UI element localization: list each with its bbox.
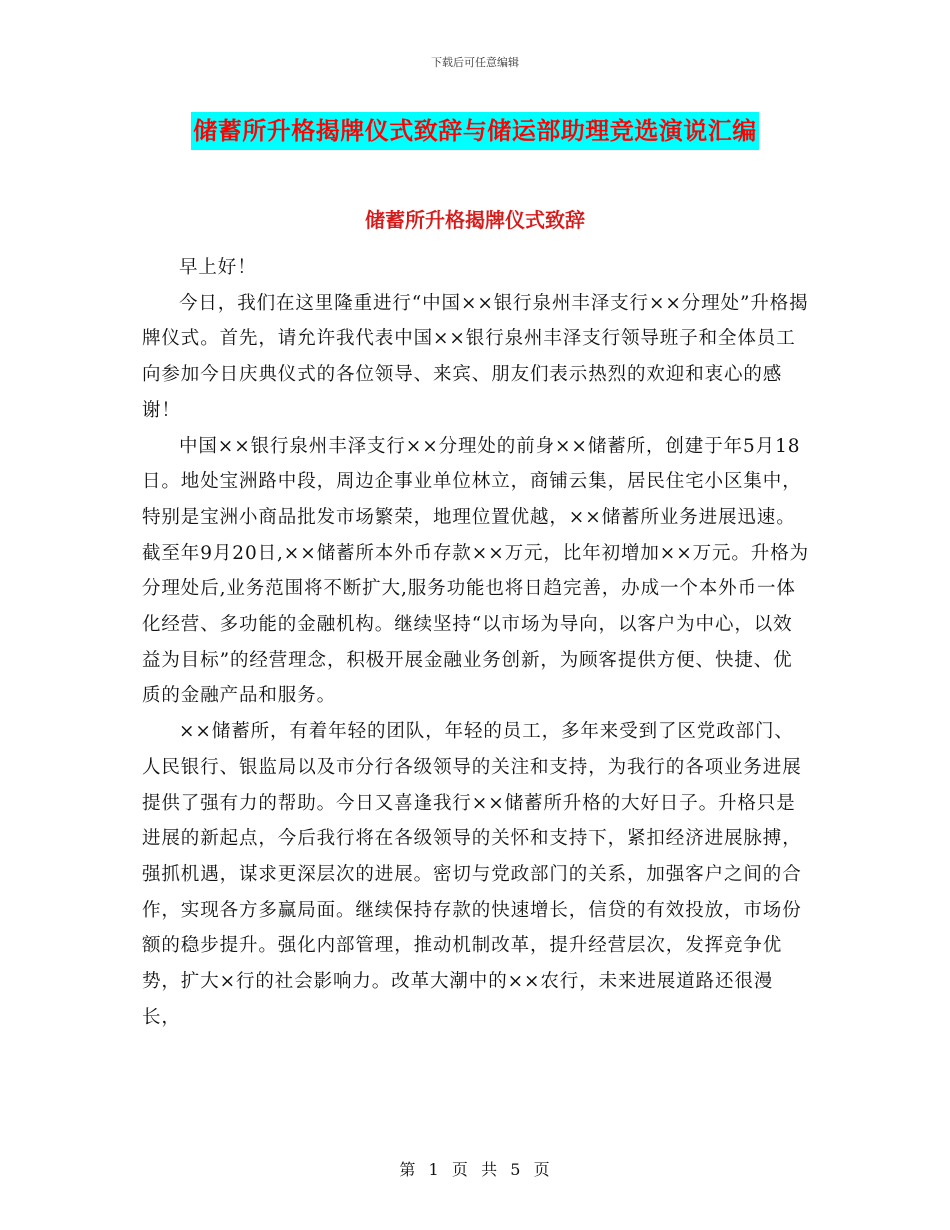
document-body [142, 250, 810, 1035]
paragraph-greeting: 早上好！ [179, 257, 257, 278]
page-number [0, 1157, 950, 1180]
header-note: 下载后可任意编辑 [431, 56, 519, 69]
document-title [0, 112, 950, 150]
document-title-text: 储蓄所升格揭牌仪式致辞与储运部助理竞选演说汇编 [191, 112, 759, 150]
paragraph: ××储蓄所，有着年轻的团队，年轻的员工，多年来受到了区党政部门、人民银行、银监局以及市分行各级领导的关注和支持，为我行的各项业务进展提供了强有力的帮助。今日又喜逢我行××储蓄所升格的大好日子。升格只是进展的新起点，今后我行将在各级领导的关怀和支持下，紧扣经济进展脉搏，强抓机遇，谋求更深层次的进展。密切与党政部门的关系，加强客户之间的合作，实现各方多赢局面。继续保持存款的快速增长，信贷的有效投放，市场份额的稳步提升。强化内部管理，推动机制改革，提升经营层次，发挥竞争优势，扩大×行的社会影响力。改革大潮中的××农行，未来进展道路还很漫长， [142, 721, 802, 1028]
page-number-text: 第 1 页 共 5 页 [399, 1160, 551, 1179]
paragraph: 中国××银行泉州丰泽支行××分理处的前身××储蓄所，创建于年5月18日。地处宝洲路中段，周边企事业单位林立，商铺云集，居民住宅小区集中，特别是宝洲小商品批发市场繁荣，地理位置优越，××储蓄所业务进展迅速。截至年9月20日,××储蓄所本外币存款××万元，比年初增加××万元。升格为分理处后,业务范围将不断扩大,服务功能也将日趋完善，办成一个本外币一体化经营、多功能的金融机构。继续坚持“以市场为导向，以客户为中心，以效益为目标”的经营理念，积极开展金融业务创新，为顾客提供方便、快捷、优质的金融产品和服务。 [142, 435, 809, 707]
section-title: 储蓄所升格揭牌仪式致辞 [365, 208, 585, 232]
paragraph: 今日，我们在这里隆重进行“中国××银行泉州丰泽支行××分理处”升格揭牌仪式。首先，请允许我代表中国××银行泉州丰泽支行领导班子和全体员工向参加今日庆典仪式的各位领导、来宾、朋友们表示热烈的欢迎和衷心的感谢！ [142, 292, 809, 421]
